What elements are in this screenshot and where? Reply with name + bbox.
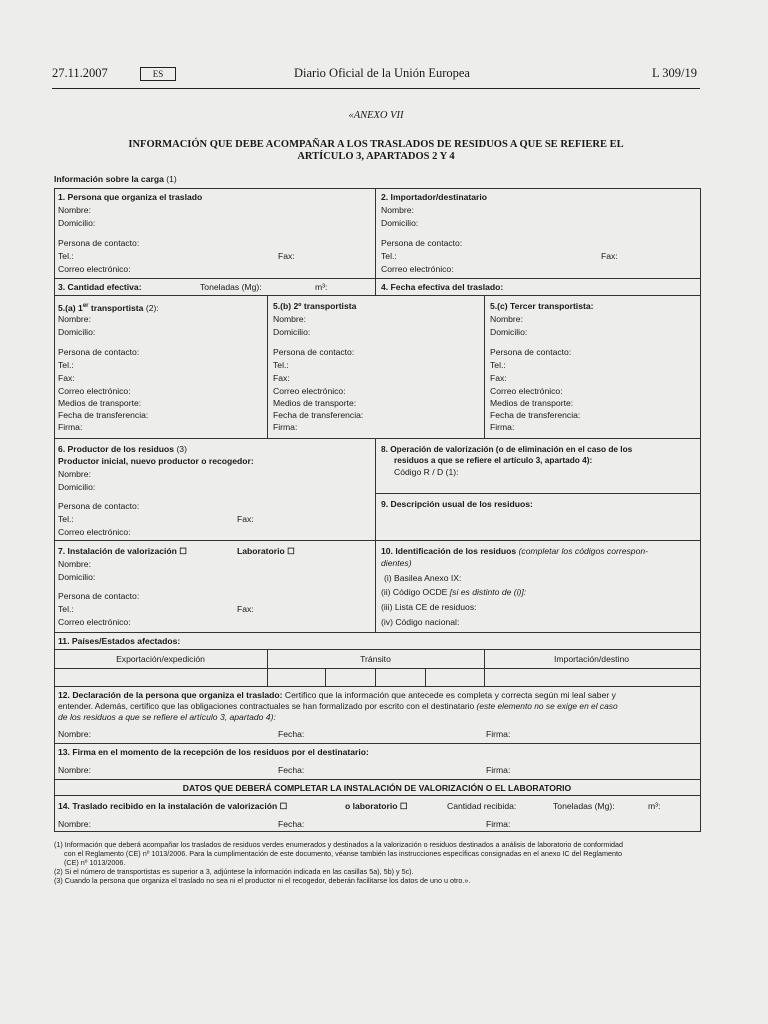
page-number: L 309/19 [652, 66, 698, 80]
s5a-medios-label: Medios de transporte: [58, 398, 142, 408]
section-4-title: 4. Fecha efectiva del traslado: [381, 282, 504, 292]
form-frame [54, 188, 701, 832]
s1-domicilio-label: Domicilio: [58, 218, 96, 228]
s11-col-exportacion: Exportación/expedición [116, 654, 205, 664]
s12-nombre-label: Nombre: [58, 729, 91, 739]
s5a-correo-label: Correo electrónico: [58, 386, 131, 396]
s5b-nombre-label: Nombre: [273, 314, 306, 324]
s5b-domicilio-label: Domicilio: [273, 327, 311, 337]
s5c-fecha-label: Fecha de transferencia: [490, 410, 581, 420]
s11-col-transito: Tránsito [360, 654, 391, 664]
footnote-1-line3: (CE) nº 1013/2006. [64, 858, 126, 867]
s6-correo-label: Correo electrónico: [58, 527, 131, 537]
s5c-domicilio-label: Domicilio: [490, 327, 528, 337]
s14-laboratorio-checkbox[interactable]: o laboratorio ☐ [345, 801, 408, 811]
section-9-title: 9. Descripción usual de los residuos: [381, 499, 533, 509]
s14-nombre-label: Nombre: [58, 819, 91, 829]
section-7-title: 7. Instalación de valorización ☐ [58, 546, 188, 556]
s3-m3-label: m³: [315, 282, 328, 292]
s13-nombre-label: Nombre: [58, 765, 91, 775]
s14-m3-label: m³: [648, 801, 661, 811]
s6-nombre-label: Nombre: [58, 469, 91, 479]
language-badge: ES [140, 67, 176, 81]
form-caption: Información sobre la carga (1) [54, 174, 177, 184]
s1-fax-label: Fax: [278, 251, 295, 261]
s7-fax-label: Fax: [237, 604, 254, 614]
s5b-fax-label: Fax: [273, 373, 290, 383]
s6-domicilio-label: Domicilio: [58, 482, 96, 492]
s10-codigo-nacional-label: (iv) Código nacional: [381, 617, 460, 627]
section-13-title: 13. Firma en el momento de la recepción de los residuos por el destinatario: [58, 747, 369, 757]
s5a-firma-label: Firma: [58, 422, 83, 432]
s5a-nombre-label: Nombre: [58, 314, 91, 324]
s11-col-importacion: Importación/destino [554, 654, 629, 664]
s1-tel-label: Tel.: [58, 251, 74, 261]
s5a-domicilio-label: Domicilio: [58, 327, 96, 337]
s8-code-label: Código R / D (1): [394, 467, 459, 477]
section-14-title: 14. Traslado recibido en la instalación de valorización ☐ [58, 801, 288, 811]
s5c-tel-label: Tel.: [490, 360, 506, 370]
section-6-title: 6. Productor de los residuos (3) [58, 444, 187, 454]
s14-toneladas-label: Toneladas (Mg): [553, 801, 615, 811]
section-5b-title: 5.(b) 2º transportista [273, 301, 357, 311]
s7-correo-label: Correo electrónico: [58, 617, 131, 627]
s5b-correo-label: Correo electrónico: [273, 386, 346, 396]
s5a-tel-label: Tel.: [58, 360, 74, 370]
s5b-medios-label: Medios de transporte: [273, 398, 357, 408]
section-1-title: 1. Persona que organiza el traslado [58, 192, 203, 202]
section-11-title: 11. Países/Estados afectados: [58, 636, 181, 646]
annex-title-line1: INFORMACIÓN QUE DEBE ACOMPAÑAR A LOS TRASLADOS DE RESIDUOS A QUE SE REFIERE EL [128, 139, 624, 150]
annex-label: «ANEXO VII [348, 110, 404, 121]
s2-fax-label: Fax: [601, 251, 618, 261]
s2-domicilio-label: Domicilio: [381, 218, 419, 228]
section-12-line2: entender. Además, certifico que las obligaciones contractuales se han formalizado por escrito con el destinatario (este elemento no se exige en el caso [58, 701, 618, 711]
s12-fecha-label: Fecha: [278, 729, 305, 739]
section-8-line1: 8. Operación de valorización (o de eliminación en el caso de los [381, 444, 633, 454]
section-10-title: 10. Identificación de los residuos (completar los códigos correspon- [381, 546, 648, 556]
s5a-fax-label: Fax: [58, 373, 75, 383]
s10-ocde-label: (ii) Código OCDE [si es distinto de (i)]: [381, 587, 527, 597]
s2-tel-label: Tel.: [381, 251, 397, 261]
s2-correo-label: Correo electrónico: [381, 264, 454, 274]
s10-basilea-label: (i) Basilea Anexo IX: [384, 573, 462, 583]
s1-correo-label: Correo electrónico: [58, 264, 131, 274]
s10-lista-ce-label: (iii) Lista CE de residuos: [381, 602, 477, 612]
s5b-contacto-label: Persona de contacto: [273, 347, 355, 357]
s5c-correo-label: Correo electrónico: [490, 386, 563, 396]
footnote-2: (2) Si el número de transportistas es superior a 3, adjúntese la información indicada en las casillas 5a), 5b) y 5c). [54, 867, 414, 876]
s13-firma-label: Firma: [486, 765, 511, 775]
s13-fecha-label: Fecha: [278, 765, 305, 775]
header-rule [52, 88, 700, 89]
s7-nombre-label: Nombre: [58, 559, 91, 569]
s5c-nombre-label: Nombre: [490, 314, 523, 324]
section-5a-title: 5.(a) 1er transportista (2): [58, 302, 159, 313]
s10-title-cont: dientes) [381, 558, 412, 568]
s14-cantidad-label: Cantidad recibida: [447, 801, 517, 811]
s5c-fax-label: Fax: [490, 373, 507, 383]
s5b-fecha-label: Fecha de transferencia: [273, 410, 364, 420]
s12-firma-label: Firma: [486, 729, 511, 739]
footnote-1-line2: con el Reglamento (CE) nº 1013/2006. Para la cumplimentación de este documento, véanse también las instrucciones específicas consignadas en el anexo IC del Reglamento [64, 849, 622, 858]
s7-tel-label: Tel.: [58, 604, 74, 614]
s5b-tel-label: Tel.: [273, 360, 289, 370]
section-5c-title: 5.(c) Tercer transportista: [490, 301, 594, 311]
s5c-medios-label: Medios de transporte: [490, 398, 574, 408]
section-2-title: 2. Importador/destinatario [381, 192, 488, 202]
s6-tel-label: Tel.: [58, 514, 74, 524]
s14-fecha-label: Fecha: [278, 819, 305, 829]
s5c-contacto-label: Persona de contacto: [490, 347, 572, 357]
section-12-line1: 12. Declaración de la persona que organiza el traslado: Certifico que la información que antecede es completa y correcta según mi leal saber y [58, 690, 616, 700]
footnote-1-line1: (1) Información que deberá acompañar los traslados de residuos verdes enumerados y destinados a la valorización o residuos destinados a análisis de laboratorio de conformidad [54, 840, 623, 849]
s7-contacto-label: Persona de contacto: [58, 591, 140, 601]
s5c-firma-label: Firma: [490, 422, 515, 432]
s5b-firma-label: Firma: [273, 422, 298, 432]
s1-contacto-label: Persona de contacto: [58, 238, 140, 248]
s2-contacto-label: Persona de contacto: [381, 238, 463, 248]
section-6-subtitle: Productor inicial, nuevo productor o recogedor: [58, 456, 254, 466]
s14-firma-label: Firma: [486, 819, 511, 829]
s6-fax-label: Fax: [237, 514, 254, 524]
s6-contacto-label: Persona de contacto: [58, 501, 140, 511]
annex-title-line2: ARTÍCULO 3, APARTADOS 2 Y 4 [297, 151, 455, 162]
section-3-title: 3. Cantidad efectiva: [58, 282, 142, 292]
s5a-fecha-label: Fecha de transferencia: [58, 410, 149, 420]
s7-laboratorio-checkbox[interactable]: Laboratorio ☐ [237, 546, 295, 556]
s3-toneladas-label: Toneladas (Mg): [200, 282, 262, 292]
publication-date: 27.11.2007 [52, 66, 108, 80]
journal-title: Diario Oficial de la Unión Europea [294, 66, 470, 80]
facility-section-band: DATOS QUE DEBERÁ COMPLETAR LA INSTALACIÓN DE VALORIZACIÓN O EL LABORATORIO [182, 783, 572, 793]
s2-nombre-label: Nombre: [381, 205, 414, 215]
s5a-contacto-label: Persona de contacto: [58, 347, 140, 357]
s7-domicilio-label: Domicilio: [58, 572, 96, 582]
s1-nombre-label: Nombre: [58, 205, 91, 215]
footnote-3: (3) Cuando la persona que organiza el traslado no sea ni el productor ni el recogedor, deberán facilitarse los datos de uno u otro.». [54, 876, 471, 885]
section-12-line3: de los residuos a que se refiere el artículo 3, apartado 4): [58, 712, 276, 722]
section-8-line2: residuos a que se refiere el artículo 3, apartado 4): [394, 455, 593, 465]
